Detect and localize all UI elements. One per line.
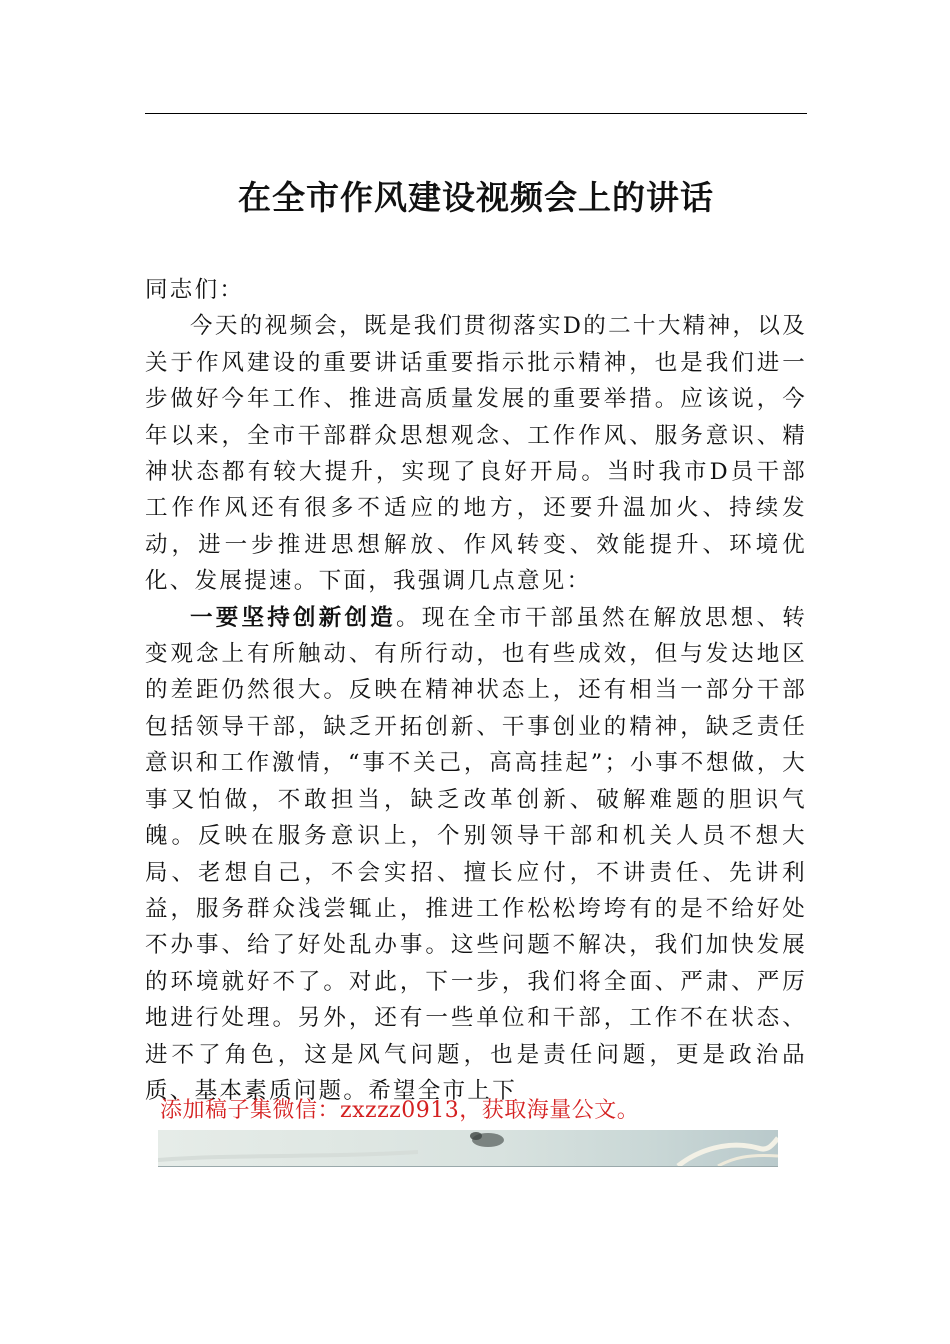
- paragraph-lead-heading: 一要坚持创新创造: [190, 604, 396, 631]
- banner-swirl-graphic: [158, 1130, 778, 1166]
- promo-notice: 添加稿子集微信：zxzzz0913，获取海量公文。: [160, 1098, 640, 1123]
- document-body: [145, 272, 807, 1109]
- salutation: 同志们：: [145, 277, 245, 303]
- decorative-banner-image: [158, 1130, 778, 1167]
- document-title: 在全市作风建设视频会上的讲话: [238, 178, 714, 217]
- paragraph-point-one: [145, 600, 807, 1110]
- header-rule: [145, 113, 807, 114]
- paragraph-intro: 今天的视频会，既是我们贯彻落实D的二十大精神，以及关于作风建设的重要讲话重要指示批示精神，也是我们进一步做好今年工作、推进高质量发展的重要举措。应该说，今年以来，全市干部群众思想观念、工作作风、服务意识、精神状态都有较大提升，实现了良好开局。当时我市D员干部工作作风还有很多不适应的地方，还要升温加火、持续发动，进一步推进思想解放、作风转变、效能提升、环境优化、发展提速。下面，我强调几点意见：: [145, 313, 807, 595]
- paragraph-point-one-text: 。现在全市干部虽然在解放思想、转变观念上有所触动、有所行动，也有些成效，但与发达地区的差距仍然很大。反映在精神状态上，还有相当一部分干部包括领导干部，缺乏开拓创新、干事创业的精神，缺乏责任意识和工作激情，“事不关己，高高挂起”；小事不想做，大事又怕做，不敢担当，缺乏改革创新、破解难题的胆识气魄。反映在服务意识上，个别领导干部和机关人员不想大局、老想自己，不会实招、擅长应付，不讲责任、先讲利益，服务群众浅尝辄止，推进工作松松垮垮有的是不给好处不办事、给了好处乱办事。这些问题不解决，我们加快发展的环境就好不了。对此，下一步，我们将全面、严肃、严厉地进行处理。另外，还有一些单位和干部，工作不在状态、进不了角色，这是风气问题，也是责任问题，更是政治品质、基本素质问题。希望全市上下: [145, 604, 807, 1104]
